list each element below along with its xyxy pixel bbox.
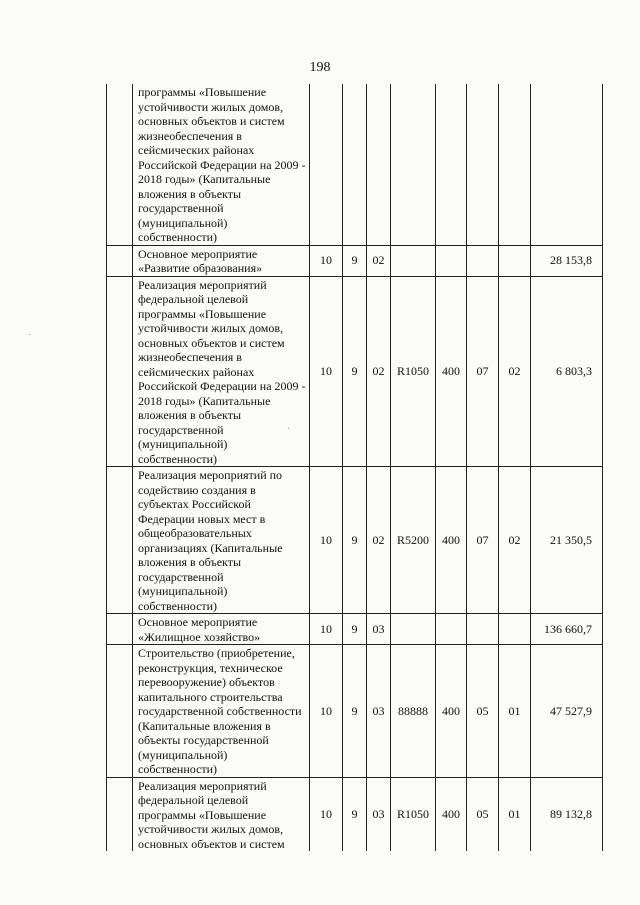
code-program [343, 84, 367, 245]
amount: 6 803,3 [531, 276, 603, 467]
code-program: 9 [343, 276, 367, 467]
code-subsection: 01 [499, 645, 531, 778]
blank-cell [107, 614, 133, 645]
item-name: Строительство (приобретение, реконструкция, техническое перевооружение) объектов капитального строительства государственной собственности (Капитальные вложения в объекты государственной (муниципальной) собственности) [133, 645, 310, 778]
item-name: Основное мероприятие «Развитие образования» [133, 245, 310, 276]
code-subsection [499, 84, 531, 245]
item-name: Реализация мероприятий по содействию создания в субъектах Российской Федерации новых мест в общеобразовательных организациях (Капитальные вложения в объекты государственной (муниципальной) собственности) [133, 467, 310, 614]
code-subsection [499, 614, 531, 645]
item-name: Основное мероприятие «Жилищное хозяйство» [133, 614, 310, 645]
code-expense-type: 400 [436, 777, 467, 851]
page-number: 198 [309, 60, 331, 75]
code-subprogram: 03 [367, 777, 391, 851]
blank-cell [107, 276, 133, 467]
code-expense-type [436, 245, 467, 276]
code-ministry: 10 [310, 777, 343, 851]
code-program: 9 [343, 245, 367, 276]
code-expense-type [436, 614, 467, 645]
code-subprogram: 02 [367, 276, 391, 467]
code-subprogram: 02 [367, 245, 391, 276]
code-subsection: 02 [499, 276, 531, 467]
code-program: 9 [343, 467, 367, 614]
code-subprogram: 03 [367, 645, 391, 778]
blank-cell [107, 245, 133, 276]
code-direction [391, 614, 436, 645]
code-subsection: 01 [499, 777, 531, 851]
amount: 21 350,5 [531, 467, 603, 614]
code-direction [391, 84, 436, 245]
code-direction: 88888 [391, 645, 436, 778]
code-direction: R1050 [391, 777, 436, 851]
table-row [107, 245, 603, 276]
code-subsection: 02 [499, 467, 531, 614]
scan-mark: · [287, 424, 291, 435]
code-expense-type [436, 84, 467, 245]
code-section: 07 [467, 276, 499, 467]
blank-cell [107, 777, 133, 851]
code-ministry: 10 [310, 245, 343, 276]
code-subsection [499, 245, 531, 276]
amount: 47 527,9 [531, 645, 603, 778]
code-section [467, 614, 499, 645]
code-expense-type: 400 [436, 467, 467, 614]
table-row [107, 276, 603, 467]
code-expense-type: 400 [436, 276, 467, 467]
code-subprogram: 02 [367, 467, 391, 614]
code-expense-type: 400 [436, 645, 467, 778]
code-ministry: 10 [310, 276, 343, 467]
code-section [467, 84, 499, 245]
code-ministry: 10 [310, 614, 343, 645]
code-program: 9 [343, 614, 367, 645]
blank-cell [107, 84, 133, 245]
amount: 89 132,8 [531, 777, 603, 851]
code-program: 9 [343, 645, 367, 778]
budget-table [106, 84, 603, 851]
code-subprogram [367, 84, 391, 245]
table-row [107, 777, 603, 851]
code-program: 9 [343, 777, 367, 851]
code-direction: R1050 [391, 276, 436, 467]
item-name: Реализация мероприятий федеральной целевой программы «Повышение устойчивости жилых домов, основных объектов и систем [133, 777, 310, 851]
blank-cell [107, 645, 133, 778]
code-ministry: 10 [310, 467, 343, 614]
amount: 136 660,7 [531, 614, 603, 645]
code-subprogram: 03 [367, 614, 391, 645]
item-name: Реализация мероприятий федеральной целевой программы «Повышение устойчивости жилых домов, основных объектов и систем жизнеобеспечения в сейсмических районах Российской Федерации на 2009 - 2018 годы» (Капитальные вложения в объекты государственной (муниципальной) собственности) [133, 276, 310, 467]
item-name: программы «Повышение устойчивости жилых домов, основных объектов и систем жизнеобеспечения в сейсмических районах Российской Федерации на 2009 - 2018 годы» (Капитальные вложения в объекты государственной (муниципальной) собственности) [133, 84, 310, 245]
code-ministry [310, 84, 343, 245]
code-direction: R5200 [391, 467, 436, 614]
code-section: 05 [467, 777, 499, 851]
code-section: 07 [467, 467, 499, 614]
code-section: 05 [467, 645, 499, 778]
blank-cell [107, 467, 133, 614]
code-section [467, 245, 499, 276]
table-row [107, 84, 603, 245]
scan-mark: · [28, 330, 32, 341]
table-row [107, 645, 603, 778]
amount: 28 153,8 [531, 245, 603, 276]
table-row [107, 467, 603, 614]
amount [531, 84, 603, 245]
code-direction [391, 245, 436, 276]
table-row [107, 614, 603, 645]
code-ministry: 10 [310, 645, 343, 778]
